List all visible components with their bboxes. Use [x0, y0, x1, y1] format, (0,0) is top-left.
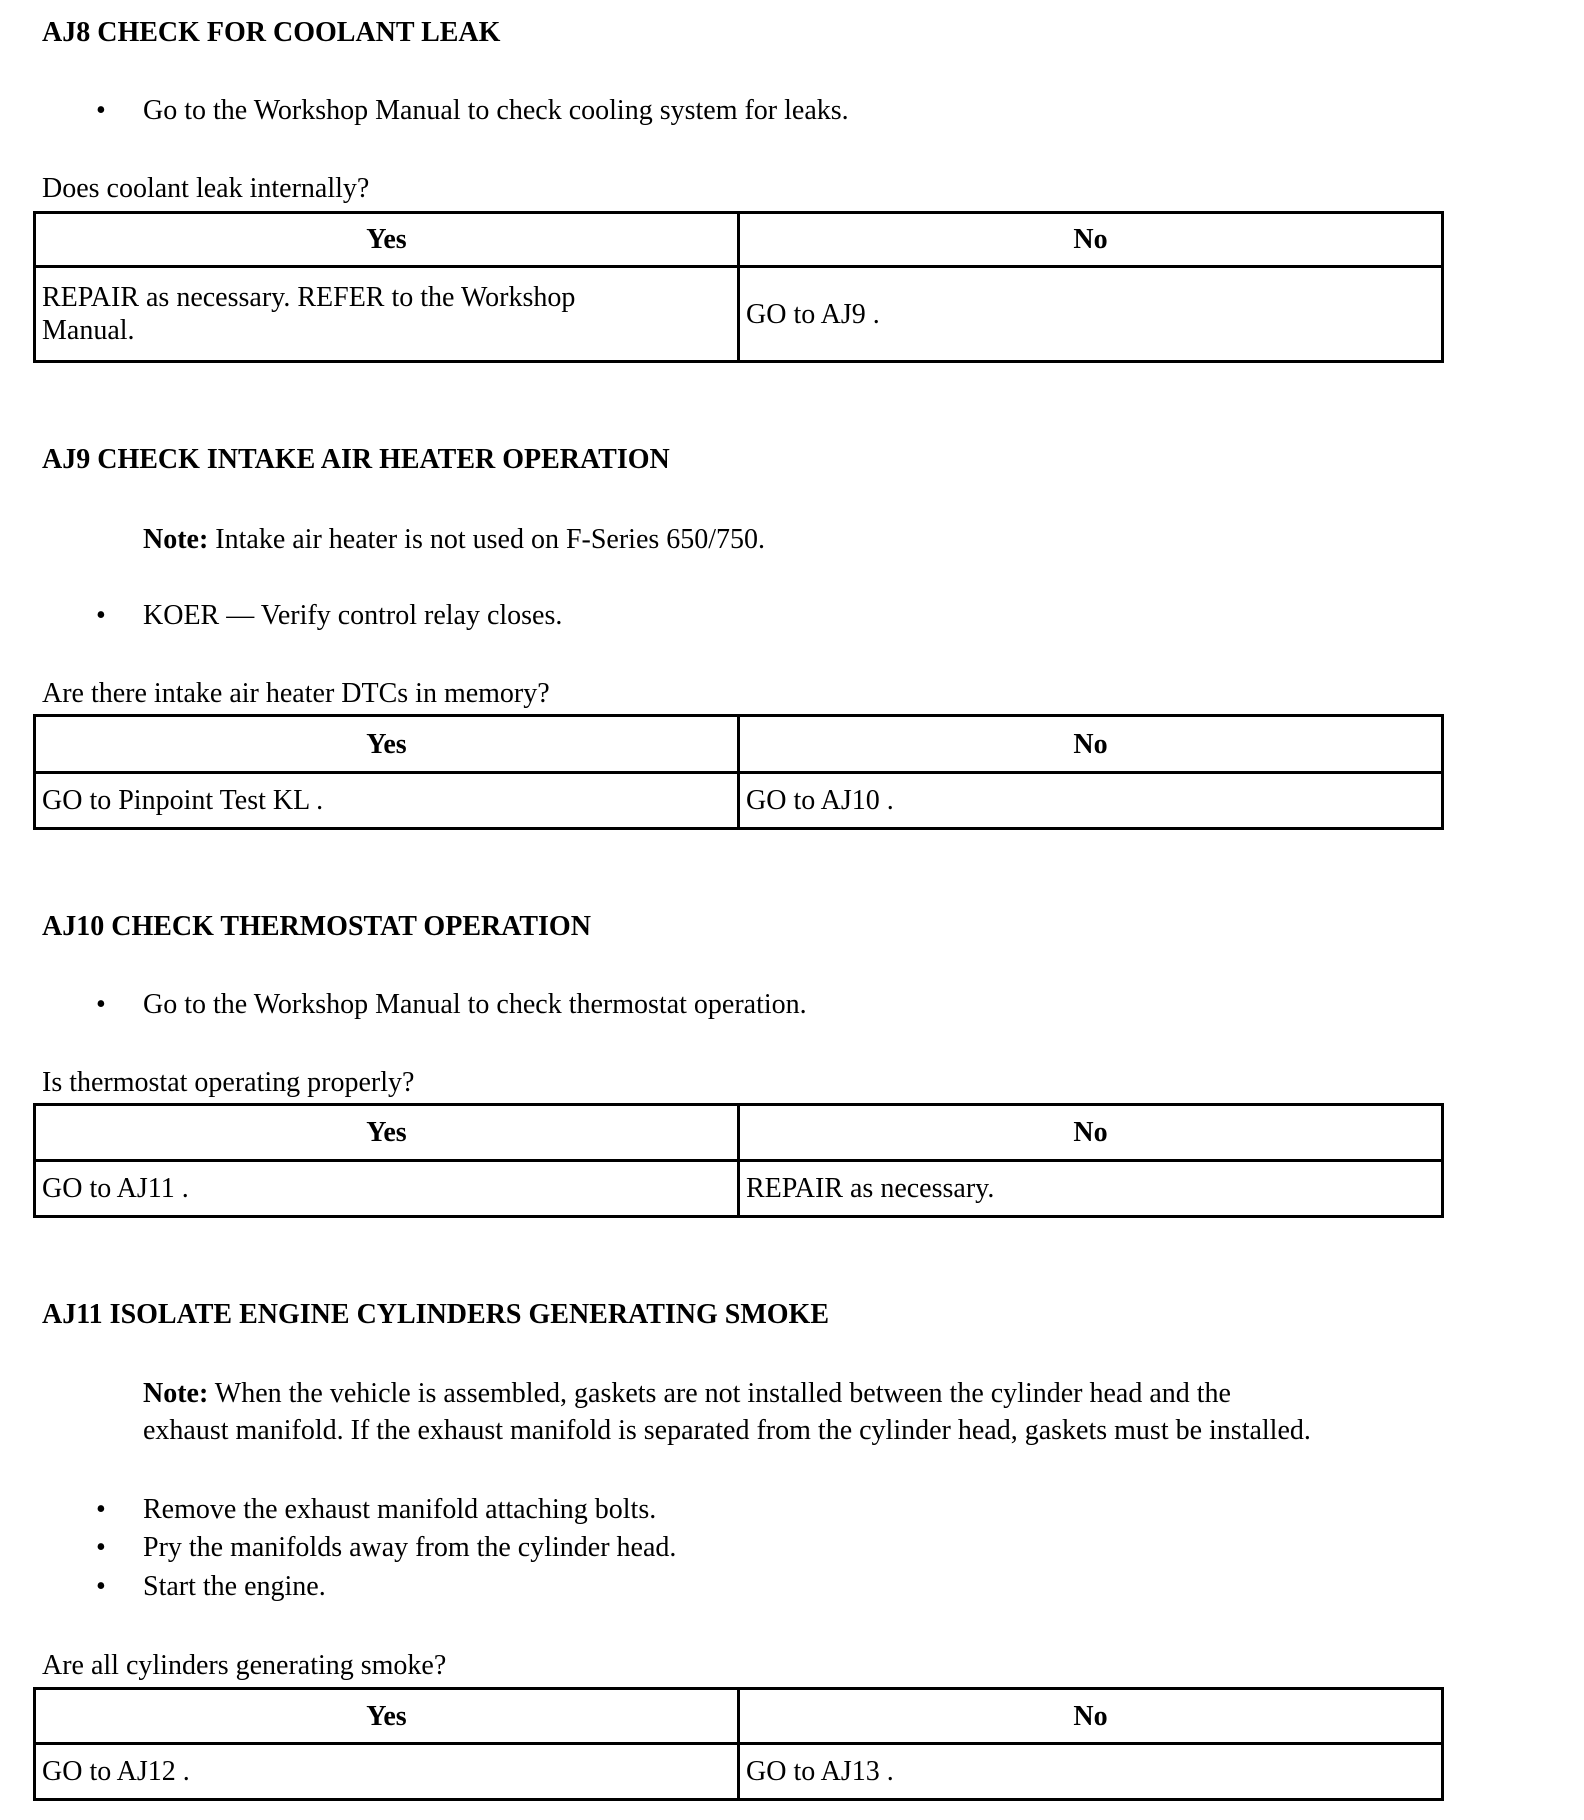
bullet-icon: • [96, 95, 106, 126]
yes-header: Yes [35, 213, 739, 267]
no-header: No [739, 213, 1443, 267]
section-title-aj10: AJ10 CHECK THERMOSTAT OPERATION [42, 911, 591, 942]
bullet-icon: • [96, 989, 106, 1020]
yes-no-table [33, 1103, 1444, 1218]
no-action: GO to AJ10 . [739, 773, 1443, 829]
no-header: No [739, 716, 1443, 773]
question: Are there intake air heater DTCs in memory? [42, 678, 550, 709]
yes-header: Yes [35, 1105, 739, 1161]
bullet-item: Go to the Workshop Manual to check cooling system for leaks. [143, 95, 849, 126]
bullet-icon: • [96, 1571, 106, 1602]
question: Are all cylinders generating smoke? [42, 1650, 447, 1681]
section-title-aj9: AJ9 CHECK INTAKE AIR HEATER OPERATION [42, 444, 670, 475]
yes-no-table [33, 714, 1444, 830]
note-text: Intake air heater is not used on F-Series 650/750. [215, 524, 766, 555]
note [143, 523, 765, 557]
yes-no-table [33, 1687, 1444, 1801]
no-header: No [739, 1689, 1443, 1744]
bullet-item: Go to the Workshop Manual to check thermostat operation. [143, 989, 807, 1020]
bullet-item: Remove the exhaust manifold attaching bolts. [143, 1494, 657, 1525]
bullet-item: Start the engine. [143, 1571, 326, 1602]
note-label: Note: [143, 524, 209, 555]
yes-header: Yes [35, 1689, 739, 1744]
note-text: exhaust manifold. If the exhaust manifold is separated from the cylinder head, gaskets must be installed. [143, 1415, 1311, 1446]
yes-header: Yes [35, 716, 739, 773]
yes-no-table [33, 211, 1444, 363]
bullet-item: KOER — Verify control relay closes. [143, 600, 563, 631]
section-title-aj8: AJ8 CHECK FOR COOLANT LEAK [42, 17, 501, 48]
bullet-icon: • [96, 1494, 106, 1525]
yes-action: GO to AJ11 . [35, 1161, 739, 1217]
bullet-item: Pry the manifolds away from the cylinder head. [143, 1532, 677, 1563]
question: Is thermostat operating properly? [42, 1067, 415, 1098]
no-header: No [739, 1105, 1443, 1161]
yes-action: GO to AJ12 . [35, 1744, 739, 1800]
bullet-icon: • [96, 600, 106, 631]
note-label: Note: [143, 1378, 209, 1409]
no-action: GO to AJ13 . [739, 1744, 1443, 1800]
note-text: When the vehicle is assembled, gaskets are not installed between the cylinder head and the [214, 1378, 1231, 1409]
bullet-icon: • [96, 1532, 106, 1563]
no-action: REPAIR as necessary. [739, 1161, 1443, 1217]
no-action: GO to AJ9 . [739, 267, 1443, 362]
yes-action: REPAIR as necessary. REFER to the Workshop Manual. [35, 267, 739, 362]
yes-action: GO to Pinpoint Test KL . [35, 773, 739, 829]
question: Does coolant leak internally? [42, 173, 370, 204]
section-title-aj11: AJ11 ISOLATE ENGINE CYLINDERS GENERATING SMOKE [42, 1299, 830, 1330]
note [143, 1377, 1231, 1411]
